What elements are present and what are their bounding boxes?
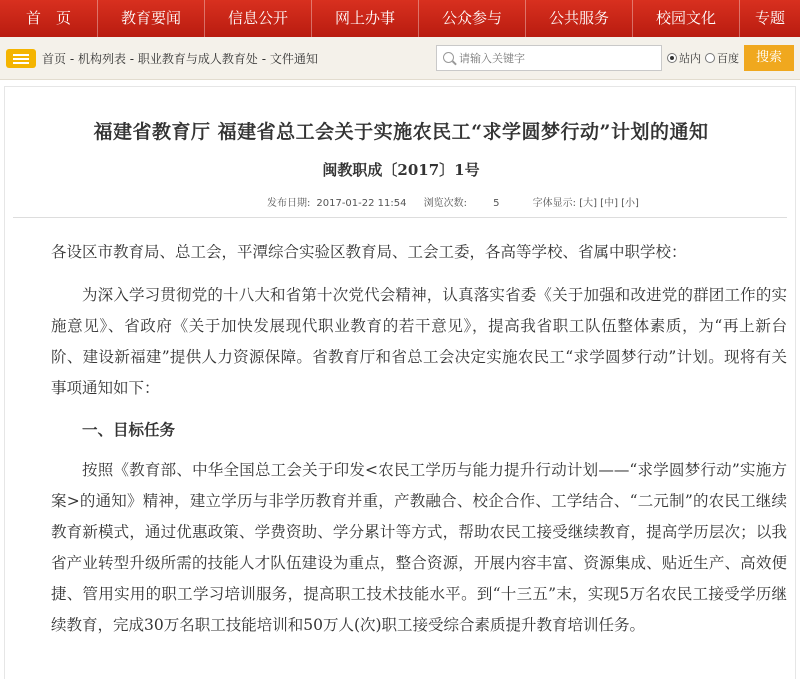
goals-paragraph: 按照《教育部、中华全国总工会关于印发<农民工学历与能力提升行动计划——“求学圆梦行动”实施方案>的通知》精神，建立学历与非学历教育并重，产教融合、校企合作、工学结合、“二元制”的农民工继续教育新模式，通过优惠政策、学费资助、学分累计等方式，帮助农民工接受继续教育，提高学历层次；以我省产业转型升级所需的技能人才队伍建设为重点，整合资源，开展内容丰富、资源集成、贴近生产、高效便捷、管用实用的职工学习培训服务，提高职工技术技能水平。到“十三五”末，实现5万名农民工接受学历继续教育，完成30万名职工技能培训和50万人(次)职工接受综合素质提升教育培训任务。 [51,461,787,634]
section-heading-goals: 一、目标任务 [82,420,176,439]
document-number: 闽教职成〔2017〕1号 [322,161,480,179]
scope-baidu-radio[interactable] [705,53,715,63]
meta-divider [13,217,787,218]
breadcrumb-bar [0,37,800,80]
article-meta [267,194,639,209]
nav-info-disclosure[interactable]: 信息公开 [205,0,312,37]
search-box [436,45,662,71]
menu-icon[interactable] [6,49,36,68]
nav-campus-culture[interactable]: 校园文化 [633,0,740,37]
nav-topics[interactable]: 专题 [754,9,785,27]
search-input[interactable] [459,48,657,68]
nav-public-participation[interactable]: 公众参与 [419,0,526,37]
views-label: 浏览次数: [423,198,468,209]
scope-site-radio[interactable] [667,53,677,63]
nav-public-services[interactable]: 公共服务 [526,0,633,37]
scope-baidu-option[interactable] [705,50,739,66]
nav-online-services[interactable]: 网上办事 [312,0,419,37]
breadcrumb[interactable]: 首页 - 机构列表 - 职业教育与成人教育处 - 文件通知 [42,52,318,66]
salutation: 各设区市教育局、总工会，平潭综合实验区教育局、工会工委，各高等学校、省属中职学校： [51,243,687,261]
view-count: 5 [493,198,500,209]
search-button[interactable]: 搜索 [744,45,794,71]
scope-site-option[interactable] [667,50,701,66]
date-label: 发布日期: [267,198,311,209]
publish-date: 2017-01-22 11:54 [316,198,407,209]
top-navigation [0,0,800,37]
scope-baidu-label: 百度 [717,52,739,65]
scope-site-label: 站内 [679,52,701,65]
intro-paragraph: 为深入学习贯彻党的十八大和省第十次党代会精神，认真落实省委《关于加强和改进党的群团工作的实施意见》、省政府《关于加快发展现代职业教育的若干意见》，提高我省职工队伍整体素质，为“再上新台阶、建设新福建”提供人力资源保障。省教育厅和省总工会决定实施农民工“求学圆梦行动”计划。现将有关事项通知如下： [51,286,787,397]
font-size-options[interactable]: [大] [中] [小] [579,198,639,209]
search-icon [443,52,454,63]
nav-education-news[interactable]: 教育要闻 [98,0,205,37]
article [4,86,796,679]
article-title: 福建省教育厅 福建省总工会关于实施农民工“求学圆梦行动”计划的通知 [93,121,709,143]
nav-home[interactable]: 首 页 [0,0,98,37]
font-size-label: 字体显示: [532,198,576,209]
article-body [51,237,787,641]
